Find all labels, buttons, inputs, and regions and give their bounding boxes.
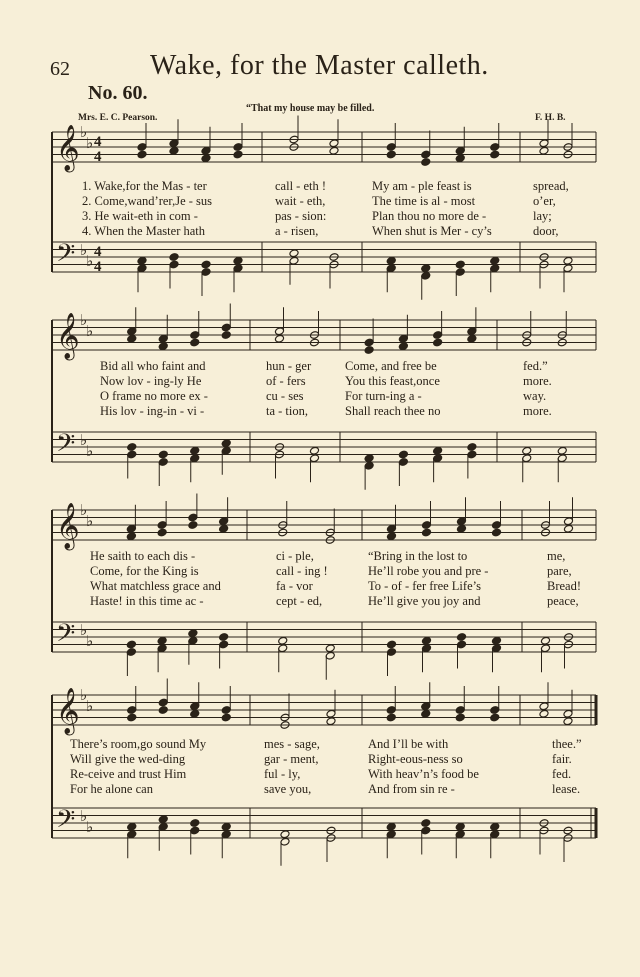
lyric-syllable-group: Right-eous-ness so — [368, 752, 463, 766]
note-head — [421, 819, 431, 828]
note-head — [309, 446, 319, 455]
note-head — [455, 713, 465, 722]
note-head — [490, 150, 500, 159]
note-head — [433, 338, 443, 347]
note-head — [364, 454, 374, 463]
flat-icon: ♭ — [86, 444, 94, 460]
lyric-syllable-group: fair. — [552, 752, 572, 766]
lyric-syllable-group: lay; — [533, 209, 552, 223]
bass-clef-icon: 𝄢 — [56, 429, 76, 464]
note-head — [127, 443, 137, 452]
lyric-syllable-group: call - ing ! — [276, 564, 328, 578]
note-head — [467, 443, 477, 452]
note-head — [557, 446, 567, 455]
lyric-syllable-group: To - of - fer free Life’s — [368, 579, 481, 593]
lyric-syllable-group: Shall reach thee no — [345, 404, 441, 418]
lyric-syllable-group: pas - sion: — [275, 209, 327, 223]
note-head — [421, 528, 431, 537]
note-head — [127, 713, 137, 722]
lyric-syllable-group: With heav’n’s food be — [368, 767, 479, 781]
lyric-syllable-group: call - eth ! — [275, 179, 327, 193]
lyric-syllable-group: Haste! in this time ac - — [90, 594, 204, 608]
lyric-syllable-group: cept - ed, — [276, 594, 323, 608]
note-head — [201, 260, 211, 269]
time-signature-bottom: 4 — [94, 259, 102, 275]
note-head — [233, 256, 243, 265]
lyric-syllable-group: What matchless grace and — [90, 579, 221, 593]
lyric-syllable-group: cu - ses — [266, 389, 304, 403]
composer-credit: F. H. B. — [535, 113, 566, 123]
note-head — [280, 830, 290, 839]
page-number: 62 — [50, 58, 70, 80]
note-head — [421, 636, 431, 645]
note-head — [188, 629, 198, 638]
note-head — [490, 713, 500, 722]
lyric-syllable-group: door, — [533, 224, 559, 238]
note-head — [274, 334, 284, 343]
lyric-syllable-group: more. — [523, 374, 552, 388]
lyric-syllable-group: For he alone can — [70, 782, 153, 796]
bass-clef-icon: 𝄢 — [56, 619, 76, 654]
note-head — [137, 150, 147, 159]
note-head — [421, 264, 431, 273]
lyric-syllable-group: When shut is Mer - cy’s — [372, 224, 492, 238]
note-head — [398, 342, 408, 351]
lyric-syllable-group: 3. He wait-eth in com - — [82, 209, 198, 223]
note-head — [540, 636, 550, 645]
flat-icon: ♭ — [86, 634, 94, 650]
lyric-syllable-group: The time is al - most — [372, 194, 476, 208]
lyric-syllable-group: ful - ly, — [264, 767, 301, 781]
treble-clef-icon: 𝄞 — [56, 125, 80, 171]
lyric-syllable-group: of - fers — [266, 374, 306, 388]
note-head — [456, 524, 466, 533]
lyric-syllable-group: hun - ger — [266, 359, 312, 373]
note-head — [456, 633, 466, 642]
epigraph: “That my house may be filled. — [246, 103, 375, 114]
flat-icon: ♭ — [86, 324, 94, 340]
author-credit: Mrs. E. C. Pearson. — [78, 113, 158, 123]
note-head — [386, 713, 396, 722]
lyric-syllable-group: 2. Come,wand’rer,Je - sus — [82, 194, 213, 208]
flat-icon: ♭ — [86, 136, 94, 152]
lyric-syllable-group: wait - eth, — [275, 194, 326, 208]
note-head — [326, 717, 336, 726]
lyric-syllable-group: Plan thou no more de - — [372, 209, 487, 223]
lyric-syllable-group: His lov - ing-in - vi - — [100, 404, 205, 418]
lyric-syllable-group: o’er, — [533, 194, 556, 208]
note-head — [398, 450, 408, 459]
flat-icon: ♭ — [86, 514, 94, 530]
lyric-syllable-group: Come, and free be — [345, 359, 437, 373]
flat-icon: ♭ — [80, 809, 88, 825]
lyric-syllable-group: He’ll give you joy and — [368, 594, 481, 608]
lyric-syllable-group: a - risen, — [275, 224, 319, 238]
note-head — [386, 640, 396, 649]
note-head — [233, 150, 243, 159]
note-head — [455, 260, 465, 269]
note-head — [157, 528, 167, 537]
note-head — [190, 819, 200, 828]
note-head — [433, 446, 443, 455]
lyric-syllable-group: Now lov - ing-ly He — [100, 374, 202, 388]
note-head — [157, 636, 167, 645]
note-head — [539, 709, 549, 718]
lyric-syllable-group: “Bring in the lost to — [368, 549, 468, 563]
lyric-syllable-group: Will give the wed-ding — [70, 752, 186, 766]
note-head — [455, 822, 465, 831]
note-head — [137, 256, 147, 265]
note-head — [563, 256, 573, 265]
note-head — [491, 528, 501, 537]
flat-icon: ♭ — [80, 125, 88, 141]
note-head — [158, 706, 168, 715]
note-head — [158, 342, 168, 351]
note-head — [490, 822, 500, 831]
note-head — [563, 524, 573, 533]
flat-icon: ♭ — [86, 699, 94, 715]
flat-icon: ♭ — [80, 623, 88, 639]
lyric-syllable-group: ta - tion, — [266, 404, 309, 418]
lyric-syllable-group: way. — [523, 389, 547, 403]
lyric-syllable-group: me, — [547, 549, 566, 563]
note-head — [421, 158, 431, 167]
lyric-syllable-group: And from sin re - — [368, 782, 455, 796]
bass-clef-icon: 𝄢 — [56, 805, 76, 840]
note-head — [190, 709, 200, 718]
lyric-syllable-group: fed. — [552, 767, 572, 781]
note-head — [219, 524, 229, 533]
lyric-syllable-group: Come, for the King is — [90, 564, 199, 578]
note-head — [190, 446, 200, 455]
lyric-syllable-group: He saith to each dis - — [90, 549, 196, 563]
flat-icon: ♭ — [86, 820, 94, 836]
note-head — [169, 253, 179, 262]
note-head — [421, 709, 431, 718]
note-head — [455, 154, 465, 163]
lyric-syllable-group: gar - ment, — [264, 752, 319, 766]
lyric-syllable-group: lease. — [552, 782, 581, 796]
lyric-syllable-group: For turn-ing a - — [345, 389, 422, 403]
lyric-syllable-group: mes - sage, — [264, 737, 320, 751]
lyric-syllable-group: 4. When the Master hath — [82, 224, 205, 238]
note-head — [329, 146, 339, 155]
lyric-syllable-group: Bread! — [547, 579, 582, 593]
lyric-syllable-group: pare, — [547, 564, 572, 578]
hymn-title: Wake, for the Master calleth. — [150, 50, 489, 81]
lyric-syllable-group: There’s room,go sound My — [70, 737, 207, 751]
lyric-syllable-group: Bid all who faint and — [100, 359, 206, 373]
note-head — [127, 822, 137, 831]
lyric-syllable-group: My am - ple feast is — [372, 179, 472, 193]
note-head — [201, 154, 211, 163]
lyric-syllable-group: You this feast,once — [345, 374, 440, 388]
note-head — [221, 439, 231, 448]
bass-clef-icon: 𝄢 — [56, 239, 76, 274]
note-head — [522, 446, 532, 455]
note-head — [219, 633, 229, 642]
lyric-syllable-group: more. — [523, 404, 552, 418]
note-head — [127, 334, 137, 343]
lyric-syllable-group: And I’ll be with — [368, 737, 449, 751]
lyric-syllable-group: save you, — [264, 782, 312, 796]
time-signature-bottom: 4 — [94, 149, 102, 165]
lyric-syllable-group: ci - ple, — [276, 549, 314, 563]
lyric-syllable-group: O frame no more ex - — [100, 389, 208, 403]
note-head — [221, 822, 231, 831]
treble-clef-icon: 𝄞 — [56, 503, 80, 549]
flat-icon: ♭ — [80, 503, 88, 519]
note-head — [386, 532, 396, 541]
flat-icon: ♭ — [80, 243, 88, 259]
lyric-syllable-group: Re-ceive and trust Him — [70, 767, 187, 781]
note-head — [539, 146, 549, 155]
lyric-syllable-group: 1. Wake,for the Mas - ter — [82, 179, 207, 193]
note-head — [364, 346, 374, 355]
lyric-syllable-group: fa - vor — [276, 579, 313, 593]
hymn-number: No. 60. — [88, 82, 148, 104]
note-head — [289, 249, 299, 258]
treble-clef-icon: 𝄞 — [56, 688, 80, 734]
treble-clef-icon: 𝄞 — [56, 313, 80, 359]
note-head — [158, 450, 168, 459]
lyric-syllable-group: peace, — [547, 594, 579, 608]
note-head — [386, 822, 396, 831]
note-head — [221, 713, 231, 722]
flat-icon: ♭ — [86, 254, 94, 270]
note-head — [126, 640, 136, 649]
note-head — [325, 644, 335, 653]
lyric-syllable-group: He’ll robe you and pre - — [368, 564, 489, 578]
note-head — [490, 256, 500, 265]
lyric-syllable-group: fed.” — [523, 359, 548, 373]
note-head — [278, 636, 288, 645]
note-head — [467, 334, 477, 343]
flat-icon: ♭ — [80, 313, 88, 329]
lyric-syllable-group: spread, — [533, 179, 569, 193]
flat-icon: ♭ — [80, 433, 88, 449]
time-signature-top: 4 — [94, 244, 102, 260]
note-head — [126, 532, 136, 541]
note-head — [491, 636, 501, 645]
flat-icon: ♭ — [80, 688, 88, 704]
time-signature-top: 4 — [94, 134, 102, 150]
lyric-syllable-group: thee.” — [552, 737, 582, 751]
note-head — [190, 338, 200, 347]
note-head — [563, 717, 573, 726]
note-head — [386, 256, 396, 265]
note-head — [158, 815, 168, 824]
note-head — [386, 150, 396, 159]
note-head — [169, 146, 179, 155]
note-head — [188, 521, 198, 530]
note-head — [221, 331, 231, 340]
